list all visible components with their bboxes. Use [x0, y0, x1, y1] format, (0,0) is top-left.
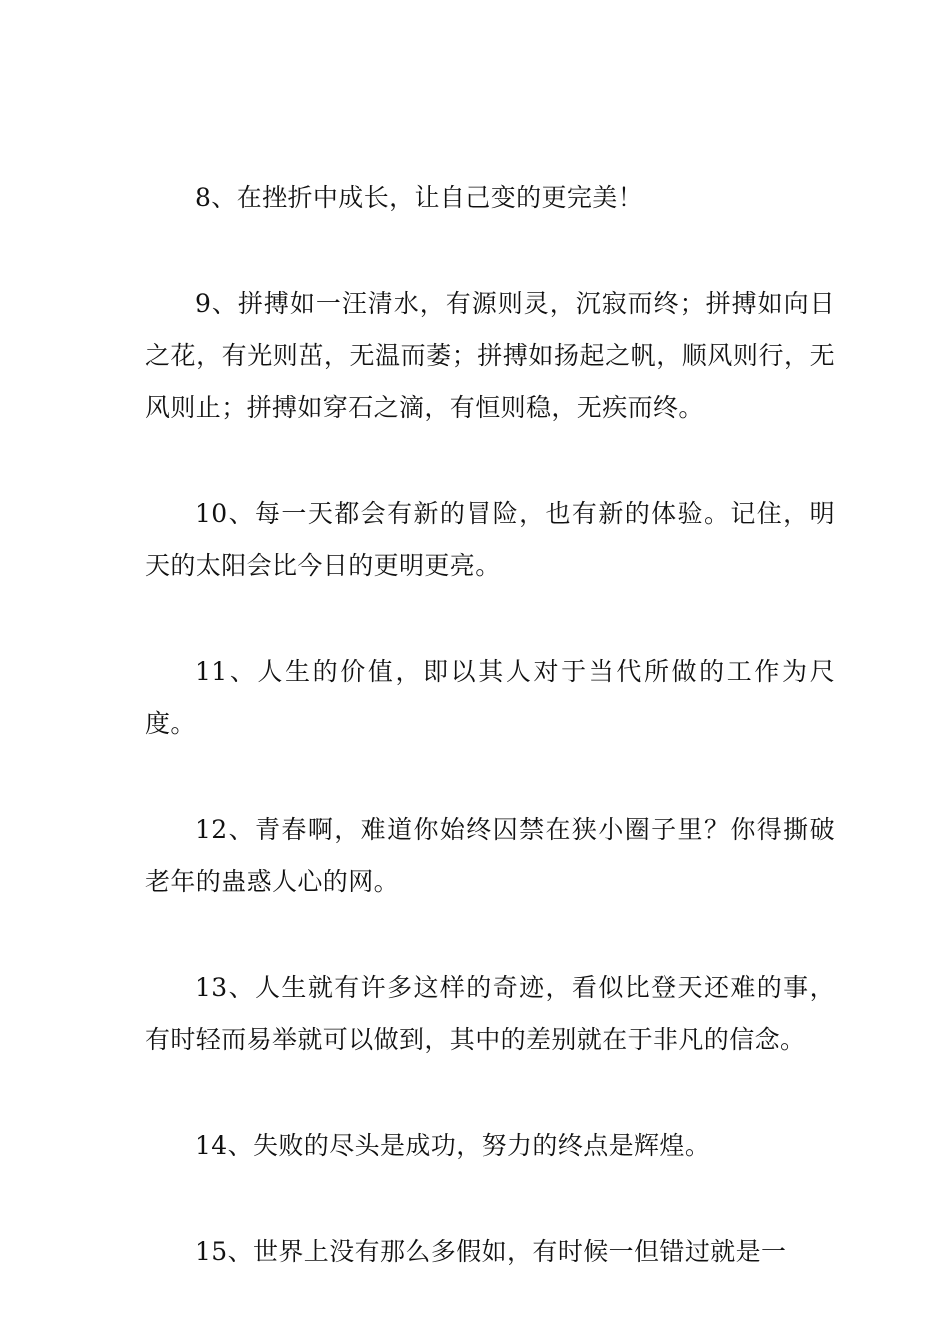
- paragraph-14: 14、失败的尽头是成功，努力的终点是辉煌。: [195, 1131, 711, 1160]
- paragraph-10: 10、每一天都会有新的冒险，也有新的体验。记住，明天的太阳会比今日的更明更亮。: [145, 499, 835, 580]
- paragraph-8: 8、在挫折中成长，让自己变的更完美！: [195, 183, 644, 212]
- paragraph-13: 13、人生就有许多这样的奇迹，看似比登天还难的事，有时轻而易举就可以做到，其中的差别就在于非凡的信念。: [145, 973, 835, 1054]
- document-body: [145, 172, 835, 1332]
- paragraph-9: 9、拼搏如一汪清水，有源则灵，沉寂而终；拼搏如向日之花，有光则茁，无温而萎；拼搏如扬起之帆，顺风则行，无风则止；拼搏如穿石之滴，有恒则稳，无疾而终。: [145, 289, 835, 422]
- paragraph-11: 11、人生的价值，即以其人对于当代所做的工作为尺度。: [145, 657, 835, 738]
- paragraph-12: 12、青春啊，难道你始终囚禁在狭小圈子里？你得撕破老年的蛊惑人心的网。: [145, 815, 835, 896]
- paragraph-15: 15、世界上没有那么多假如，有时候一但错过就是一: [195, 1237, 787, 1266]
